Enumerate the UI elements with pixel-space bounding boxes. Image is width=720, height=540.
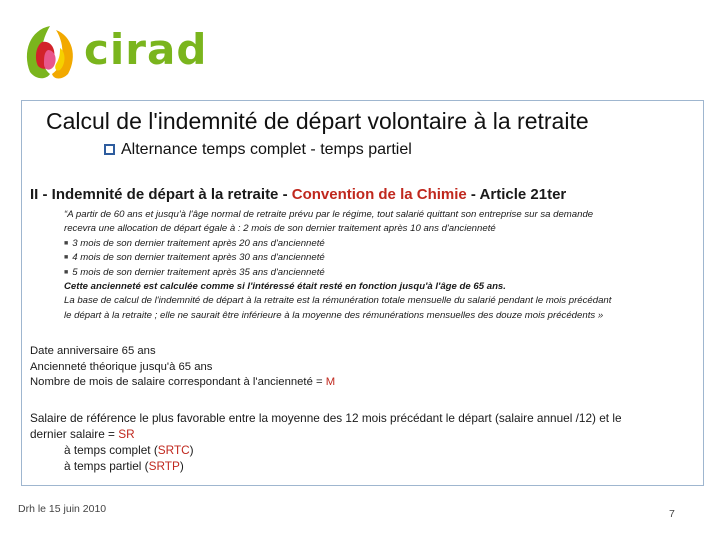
date-anniversaire: Date anniversaire 65 ans bbox=[30, 345, 156, 357]
subtitle-text: Alternance temps complet - temps partiel bbox=[121, 141, 412, 158]
quote-line: le départ à la retraite ; elle ne saurait être inférieure à la moyenne des rémunérations mensuelles des douze mois précédents » bbox=[64, 309, 604, 321]
quote-line: La base de calcul de l'indemnité de départ à la retraite est la rémunération totale mensuelle du salarié pendant le mois précédant bbox=[64, 295, 612, 307]
variable-srtp: SRTP bbox=[148, 459, 180, 473]
section-heading-part1: II - Indemnité de départ à la retraite - bbox=[30, 186, 292, 203]
close-paren: ) bbox=[189, 443, 194, 457]
slide-subtitle bbox=[104, 141, 412, 159]
temps-complet-line bbox=[30, 442, 700, 458]
variable-m: M bbox=[325, 376, 336, 388]
slide-title: Calcul de l'indemnité de départ volontaire à la retraite bbox=[46, 108, 589, 134]
variable-srtc: SRTC bbox=[157, 443, 190, 457]
salaire-sr-line bbox=[30, 426, 700, 442]
section-heading-part2: - Article 21ter bbox=[466, 186, 567, 203]
cirad-leaf-icon bbox=[20, 22, 82, 82]
square-bullet-icon: ■ bbox=[64, 239, 69, 247]
salaire-block bbox=[30, 410, 700, 474]
logo-wordmark: cirad bbox=[84, 25, 208, 74]
nombre-mois-line bbox=[30, 375, 335, 391]
quote-bullet-text: 5 mois de son dernier traitement après 35 ans d'ancienneté bbox=[72, 266, 325, 278]
salaire-line: Salaire de référence le plus favorable entre la moyenne des 12 mois précédant le départ (salaire annuel /12) et le bbox=[30, 411, 622, 425]
section-heading-highlight: Convention de la Chimie bbox=[291, 186, 467, 203]
salaire-sr-label: dernier salaire = bbox=[30, 427, 119, 441]
footer-text: Drh le 15 juin 2010 bbox=[18, 503, 107, 515]
temps-complet-label: à temps complet ( bbox=[64, 443, 158, 457]
quote-line: recevra une allocation de départ égale à : 2 mois de son dernier traitement après 10 ans d'ancienneté bbox=[64, 223, 496, 235]
quote-bold-line: Cette ancienneté est calculée comme si l'intéressé était resté en fonction jusqu'à l'âge de 65 ans. bbox=[64, 281, 506, 293]
section-heading bbox=[30, 186, 566, 203]
quote-bullet bbox=[64, 266, 704, 280]
temps-partiel-line bbox=[30, 458, 700, 474]
quote-line: “A partir de 60 ans et jusqu'à l'âge normal de retraite prévu par le régime, tout salarié quittant son entreprise sur sa demande bbox=[64, 209, 594, 220]
dates-block bbox=[30, 344, 335, 391]
page-number: 7 bbox=[669, 508, 675, 520]
quote-bullet bbox=[64, 237, 704, 251]
variable-sr: SR bbox=[118, 427, 135, 441]
quote-bullet bbox=[64, 251, 704, 265]
checkbox-bullet-icon bbox=[104, 144, 115, 155]
cirad-logo bbox=[20, 20, 208, 82]
square-bullet-icon: ■ bbox=[64, 268, 69, 276]
close-paren: ) bbox=[179, 459, 184, 473]
square-bullet-icon: ■ bbox=[64, 254, 69, 262]
anciennete-theorique: Ancienneté théorique jusqu'à 65 ans bbox=[30, 360, 213, 373]
temps-partiel-label: à temps partiel ( bbox=[64, 459, 149, 473]
quote-bullet-text: 3 mois de son dernier traitement après 20 ans d'ancienneté bbox=[72, 237, 325, 249]
nombre-mois-label: Nombre de mois de salaire correspondant à l'ancienneté = bbox=[30, 376, 326, 388]
quote-bullet-text: 4 mois de son dernier traitement après 30 ans d'ancienneté bbox=[72, 252, 325, 264]
convention-quote bbox=[64, 208, 704, 323]
